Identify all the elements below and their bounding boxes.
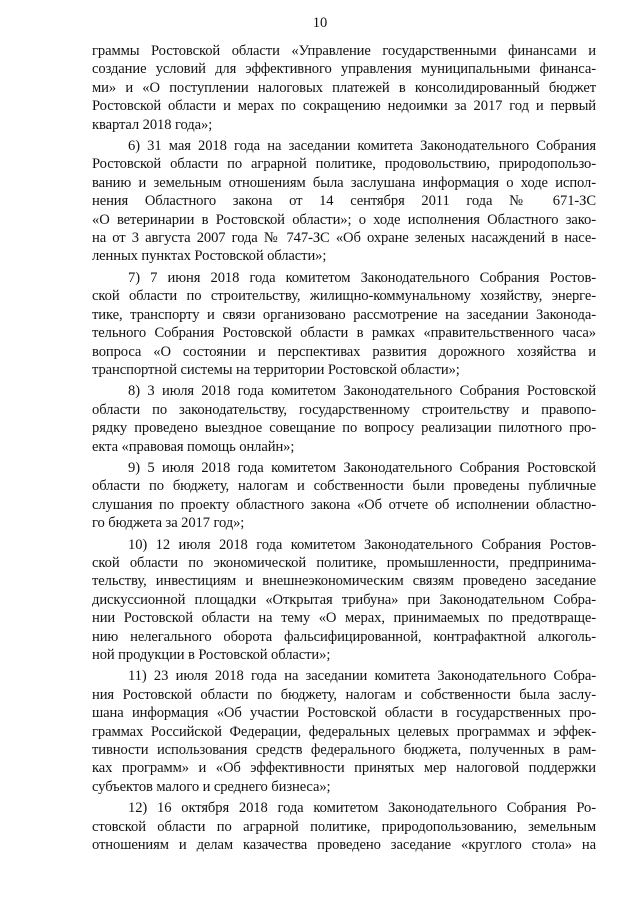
paragraph-line: транспортной системы на территории Ростовской области»; (92, 361, 460, 378)
paragraph-line: субъектов малого и среднего бизнеса»; (92, 778, 331, 795)
paragraph-line: тике, транспорту и связи организовано рассмотрение на заседании Законода- (92, 306, 596, 323)
paragraph-p9 (92, 459, 596, 533)
paragraph-line: ской области по строительству, жилищно-коммунальному хозяйству, энерге- (92, 288, 596, 305)
paragraph-line: на от 3 августа 2007 года № 747-ЗС «Об охране зеленых насаждений в насе- (92, 230, 596, 247)
paragraph-p10 (92, 536, 596, 665)
paragraph-p8 (92, 382, 596, 456)
paragraph-line: го бюджета за 2017 год»; (92, 515, 245, 532)
paragraph-p6 (92, 137, 596, 266)
paragraph-line: области по бюджету, налогам и собственности были проведены публичные (92, 478, 596, 495)
paragraph-line: 11) 23 июля 2018 года на заседании комитета Законодательного Собра- (128, 668, 596, 685)
paragraph-line: стовской области по аграрной политике, природопользованию, земельным (92, 818, 596, 835)
paragraph-line: тельного Собрания Ростовской области в рамках «правительственного часа» (92, 325, 596, 342)
paragraph-line: 12) 16 октября 2018 года комитетом Законодательного Собрания Ро- (128, 800, 596, 817)
paragraph-line: тивности использования средств федерального бюджета, полученных в рам- (92, 742, 596, 759)
paragraph-line: ленных пунктах Ростовской области»; (92, 248, 327, 265)
paragraph-p0 (92, 42, 596, 134)
paragraph-line: отношениям и делам казачества проведено заседание «круглого стола» на (92, 837, 596, 854)
paragraph-line: ках программ» и «Об эффективности принятых мер налоговой поддержки (92, 760, 596, 777)
paragraph-line: граммах Российской Федерации, федеральных целевых программах и эффек- (92, 723, 596, 740)
paragraph-line: создание условий для эффективного управления муниципальными финанса- (92, 61, 596, 78)
paragraph-p12 (92, 799, 596, 854)
paragraph-line: екта «правовая помощь онлайн»; (92, 438, 295, 455)
paragraph-line: тельству, инвестициям и внешнеэкономическим связям проведено заседание (92, 573, 596, 590)
paragraph-line: граммы Ростовской области «Управление государственными финансами и (92, 43, 596, 59)
page-number: 10 (312, 15, 328, 31)
paragraph-line: ной продукции в Ростовской области»; (92, 647, 331, 663)
paragraph-line: нию нелегального оборота фальсифицированной, контрафактной алкоголь- (92, 628, 596, 645)
paragraph-line: Ростовской области по аграрной политике, продовольствию, природопользо- (92, 156, 596, 173)
paragraph-line: «О ветеринарии в Ростовской области»; о ходе исполнения Областного зако- (92, 211, 596, 228)
paragraph-line: области по законодательству, государственному строительству и правопо- (92, 401, 596, 418)
paragraph-line: 7) 7 июня 2018 года комитетом Законодательного Собрания Ростов- (128, 269, 596, 286)
paragraph-line: ванию и земельным отношениям была заслушана информация о ходе испол- (92, 174, 596, 191)
paragraph-line: нения Областного закона от 14 сентября 2011 года № 671-ЗС (92, 193, 596, 210)
paragraph-line: вопроса «О состоянии и перспективах развития дорожного хозяйства и (92, 343, 596, 360)
paragraph-line: дискуссионной площадки «Открытая трибуна» при Законодательном Собра- (92, 591, 596, 608)
paragraph-line: ния Ростовской области по бюджету, налогам и собственности была заслу- (92, 686, 596, 703)
paragraph-line: 6) 31 мая 2018 года на заседании комитета Законодательного Собрания (128, 138, 596, 155)
paragraph-line: ской области по экономической политике, промышленности, предпринима- (92, 554, 596, 571)
paragraph-line: ми» и «О поступлении налоговых платежей в консолидированный бюджет (92, 79, 596, 96)
paragraph-p11 (92, 667, 596, 796)
paragraph-p7 (92, 269, 596, 379)
paragraph-line: Ростовской области и мерах по сокращению недоимки за 2017 год и первый (92, 98, 596, 115)
paragraph-line: квартал 2018 года»; (92, 116, 213, 133)
paragraph-line: 8) 3 июля 2018 года комитетом Законодательного Собрания Ростовской (128, 383, 596, 400)
paragraph-line: рядку проведено выездное совещание по вопросу реализации пилотного про- (92, 420, 596, 437)
paragraph-line: 9) 5 июля 2018 года комитетом Законодательного Собрания Ростовской (128, 459, 596, 476)
document-body (92, 42, 596, 854)
paragraph-line: слушания по проекту областного закона «Об отчете об исполнении областно- (92, 496, 596, 513)
paragraph-line: нии Ростовской области на тему «О мерах, принимаемых по предотвраще- (92, 610, 596, 627)
paragraph-line: 10) 12 июля 2018 года комитетом Законодательного Собрания Ростов- (128, 536, 596, 553)
paragraph-line: шана информация «Об участии Ростовской области в государственных про- (92, 705, 596, 722)
